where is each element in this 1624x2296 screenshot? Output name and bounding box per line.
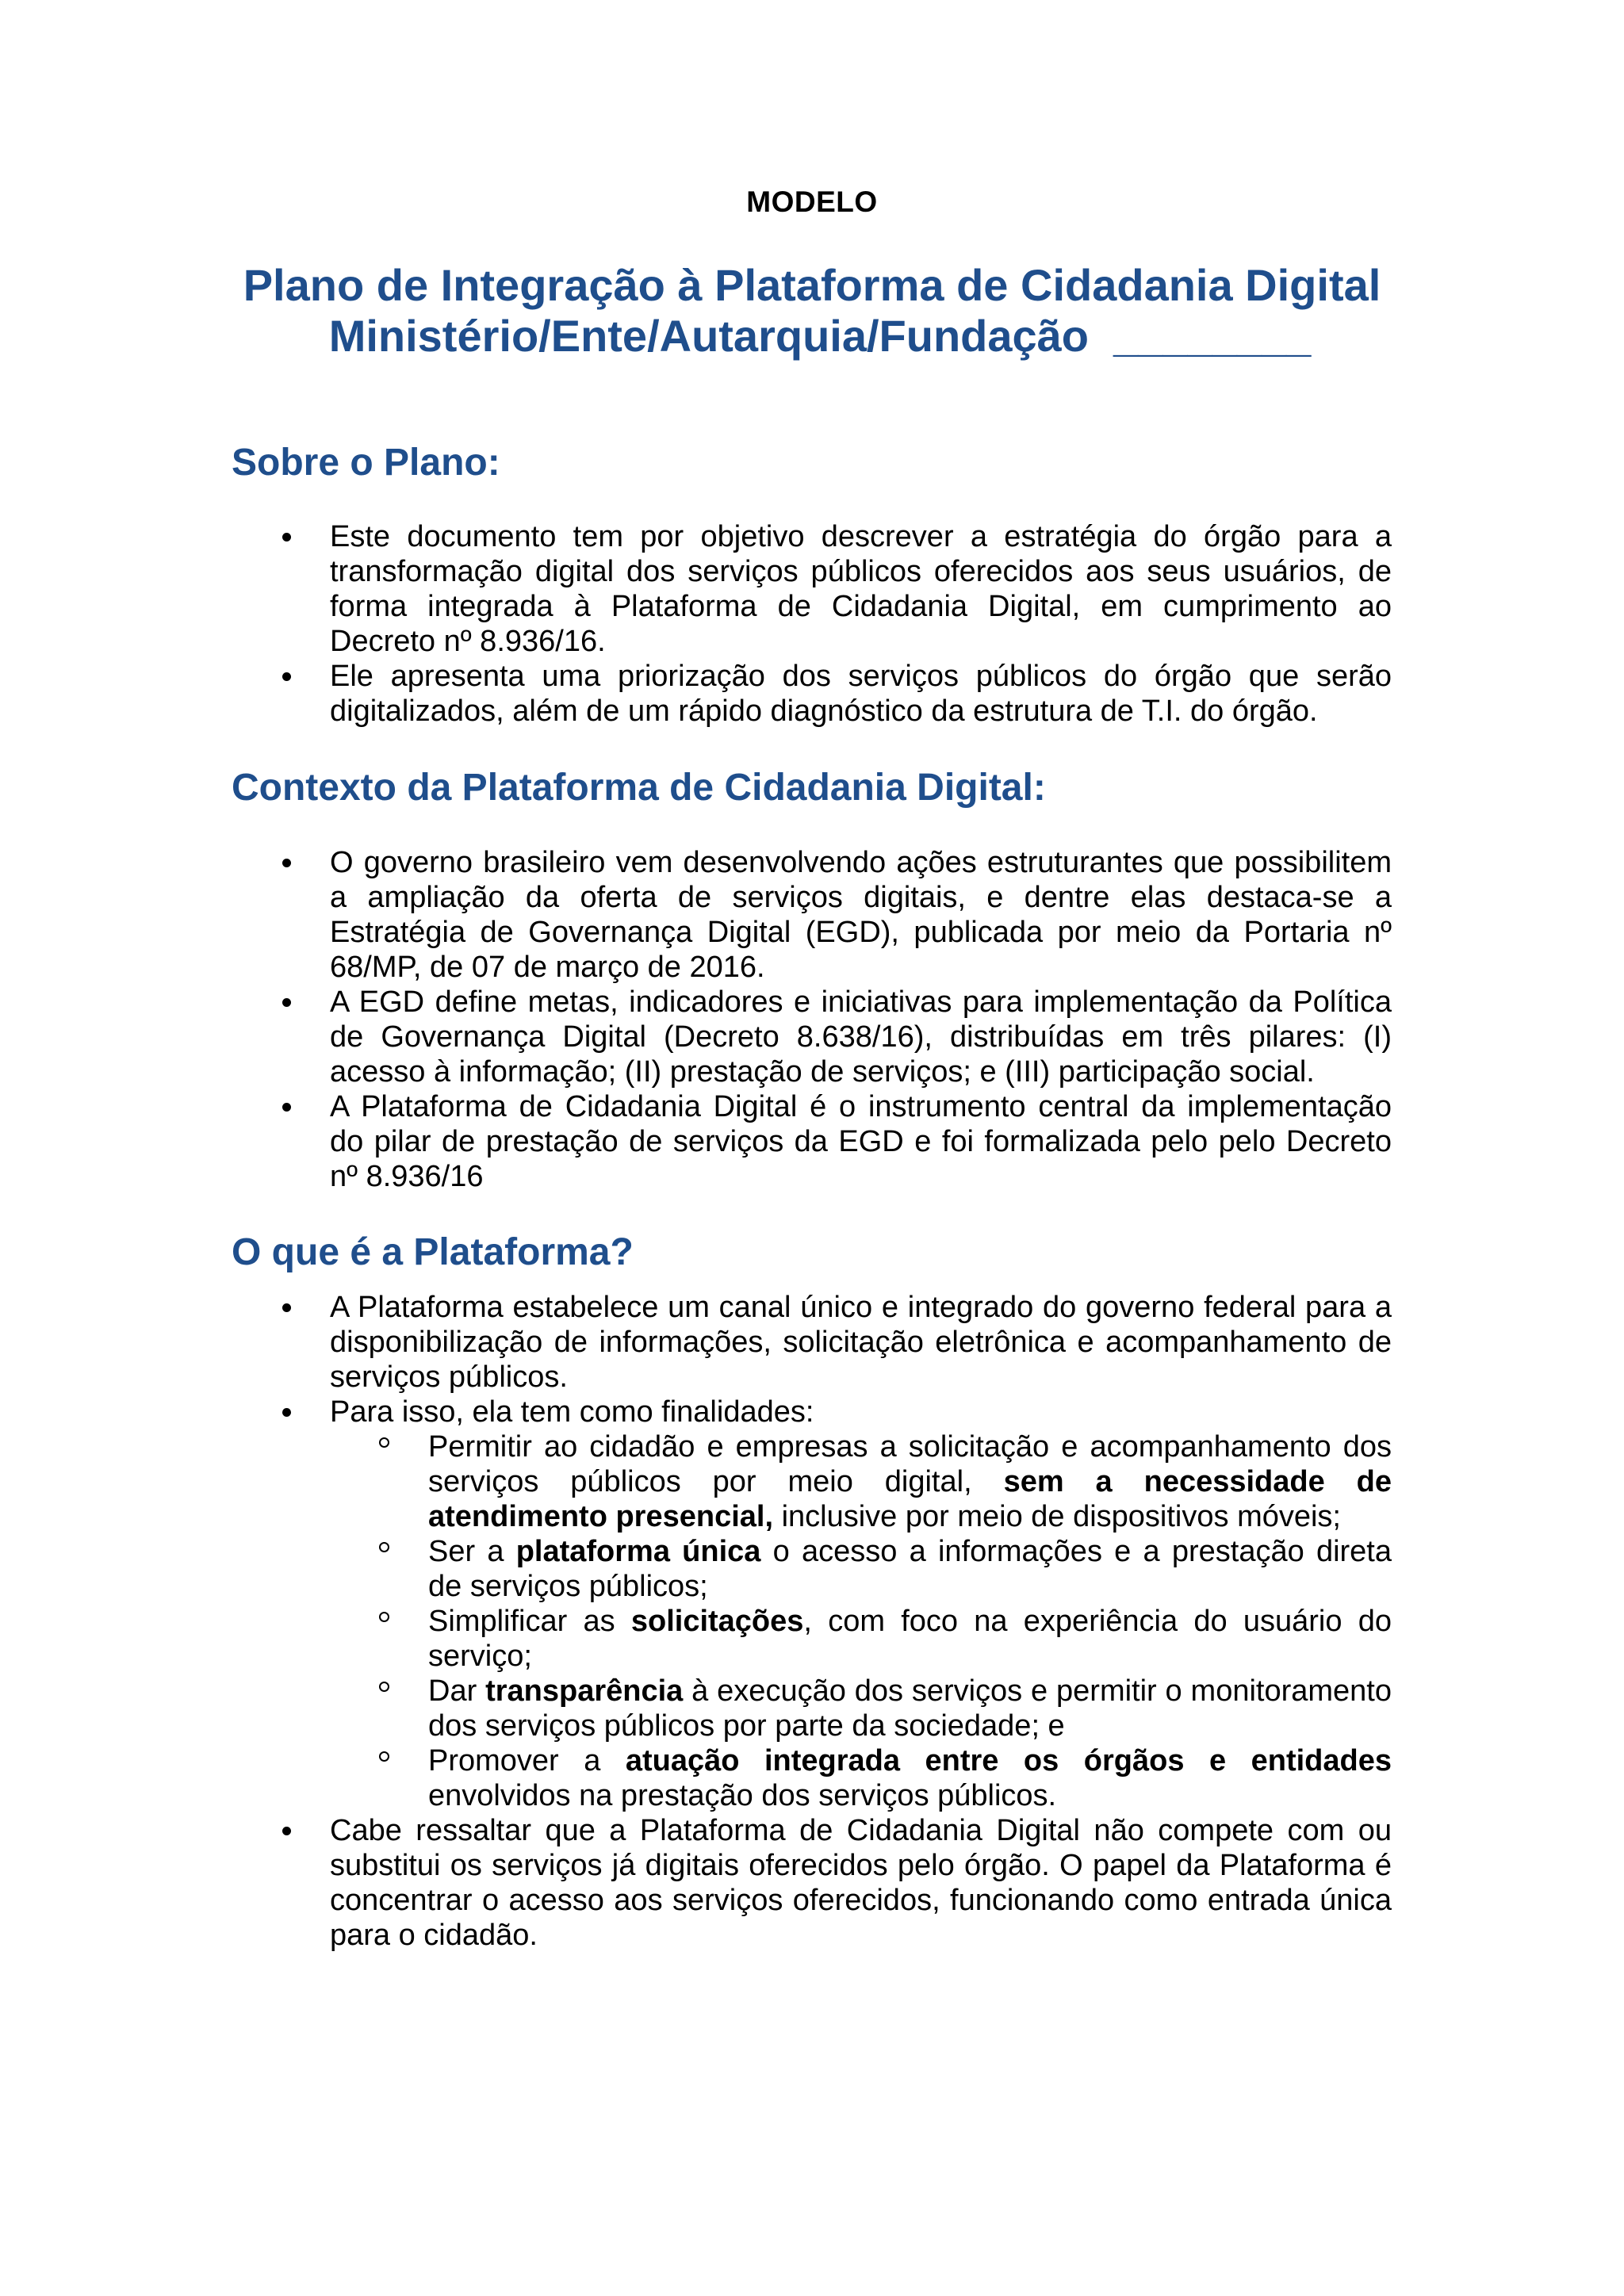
sub-list-item [330, 1604, 1392, 1674]
bullet-icon [282, 998, 291, 1007]
section-heading-contexto: Contexto da Plataforma de Cidadania Digital: [232, 767, 1046, 809]
sobre-item-1-text: Este documento tem por objetivo descrever a estratégia do órgão para a transformação digital dos serviços públicos oferecidos aos seus usuários, de forma integrada à Plataforma de Cidadania Digital, em cumprimento ao Decreto nº 8.936/16. [330, 520, 1392, 658]
circle-bullet-icon [379, 1437, 389, 1448]
title-line-1: Plano de Integração à Plataforma de Cidadania Digital [243, 260, 1381, 310]
bullet-icon [282, 1103, 291, 1112]
bullet-icon [282, 859, 291, 867]
finalidades-list [330, 1429, 1392, 1813]
list-item [278, 1089, 1392, 1194]
section-heading-plataforma: O que é a Plataforma? [232, 1231, 634, 1273]
contexto-item-3-text: A Plataforma de Cidadania Digital é o instrumento central da implementação do pilar de prestação de serviços da EGD e foi formalizada pelo pelo Decreto nº 8.936/16 [330, 1090, 1392, 1193]
sub-list-item [330, 1743, 1392, 1813]
sub-item-1-text-end: inclusive por meio de dispositivos móveis; [773, 1500, 1341, 1533]
model-label: MODELO [746, 186, 878, 218]
contexto-item-2-text: A EGD define metas, indicadores e iniciativas para implementação da Política de Governança Digital (Decreto 8.638/16), distribuídas em três pilares: (I) acesso à informação; (II) prestação de serviços; e (III) participação social. [330, 985, 1392, 1089]
list-item [278, 1290, 1392, 1395]
sub-item-2-text: Ser a [428, 1535, 516, 1568]
circle-bullet-icon [379, 1542, 389, 1552]
circle-bullet-icon [379, 1682, 389, 1692]
bullet-icon [282, 533, 291, 541]
sub-item-1-text: Permitir ao cidadão e empresas a solicitação e acompanhamento dos serviços públicos por meio digital, [428, 1430, 1392, 1498]
contexto-list [278, 845, 1392, 1194]
sub-item-2-text-end: o acesso a informações e a prestação direta de serviços públicos; [428, 1535, 1392, 1603]
sub-item-3-text: Simplificar as [428, 1605, 631, 1638]
title-blank-field: ________ [1113, 311, 1312, 361]
sub-list-item [330, 1429, 1392, 1534]
section-heading-sobre: Sobre o Plano: [232, 442, 500, 484]
sub-list-item [330, 1534, 1392, 1604]
sub-item-5-text: Promover a [428, 1744, 626, 1777]
list-item [278, 519, 1392, 659]
plataforma-item-2-text: Para isso, ela tem como finalidades: [330, 1395, 814, 1429]
plataforma-list [278, 1290, 1392, 1953]
bullet-icon [282, 672, 291, 681]
list-item [278, 845, 1392, 985]
list-item [278, 985, 1392, 1089]
sub-item-4-bold: transparência [485, 1674, 684, 1708]
bullet-icon [282, 1408, 291, 1417]
bullet-icon [282, 1303, 291, 1312]
plataforma-item-1-text: A Plataforma estabelece um canal único e integrado do governo federal para a disponibilização de informações, solicitação eletrônica e acompanhamento de serviços públicos. [330, 1291, 1392, 1394]
title-entity: Ministério/Ente/Autarquia/Fundação [328, 311, 1090, 361]
sobre-list [278, 519, 1392, 729]
sub-item-4-text-end: à execução dos serviços e permitir o monitoramento dos serviços públicos por parte da sociedade; e [428, 1674, 1392, 1743]
bullet-icon [282, 1827, 291, 1835]
sub-item-3-bold: solicitações [630, 1605, 804, 1638]
sub-item-4-text: Dar [428, 1674, 486, 1708]
sub-item-5-bold: atuação integrada entre os órgãos e entidades [625, 1744, 1392, 1777]
sub-item-5-text-end: envolvidos na prestação dos serviços públicos. [428, 1779, 1057, 1812]
sub-item-2-bold: plataforma única [515, 1535, 761, 1568]
list-item [278, 659, 1392, 729]
list-item [278, 1395, 1392, 1813]
circle-bullet-icon [379, 1612, 389, 1622]
sub-item-3-text-end: , com foco na experiência do usuário do serviço; [428, 1605, 1392, 1673]
contexto-item-1-text: O governo brasileiro vem desenvolvendo ações estruturantes que possibilitem a ampliação da oferta de serviços digitais, e dentre elas destaca-se a Estratégia de Governança Digital (EGD), publicada por meio da Portaria nº 68/MP, de 07 de março de 2016. [330, 846, 1392, 984]
document-title [0, 260, 1624, 362]
list-item [278, 1813, 1392, 1953]
plataforma-item-3-text: Cabe ressaltar que a Plataforma de Cidadania Digital não compete com ou substitui os serviços já digitais oferecidos pelo órgão. O papel da Plataforma é concentrar o acesso aos serviços oferecidos, funcionando como entrada única para o cidadão. [330, 1814, 1392, 1952]
title-line-2 [0, 311, 1624, 362]
circle-bullet-icon [379, 1751, 389, 1762]
sobre-item-2-text: Ele apresenta uma priorização dos serviços públicos do órgão que serão digitalizados, além de um rápido diagnóstico da estrutura de T.I. do órgão. [330, 660, 1392, 728]
sub-list-item [330, 1674, 1392, 1743]
sub-item-1-bold: sem a necessidade de atendimento presencial, [428, 1465, 1392, 1533]
